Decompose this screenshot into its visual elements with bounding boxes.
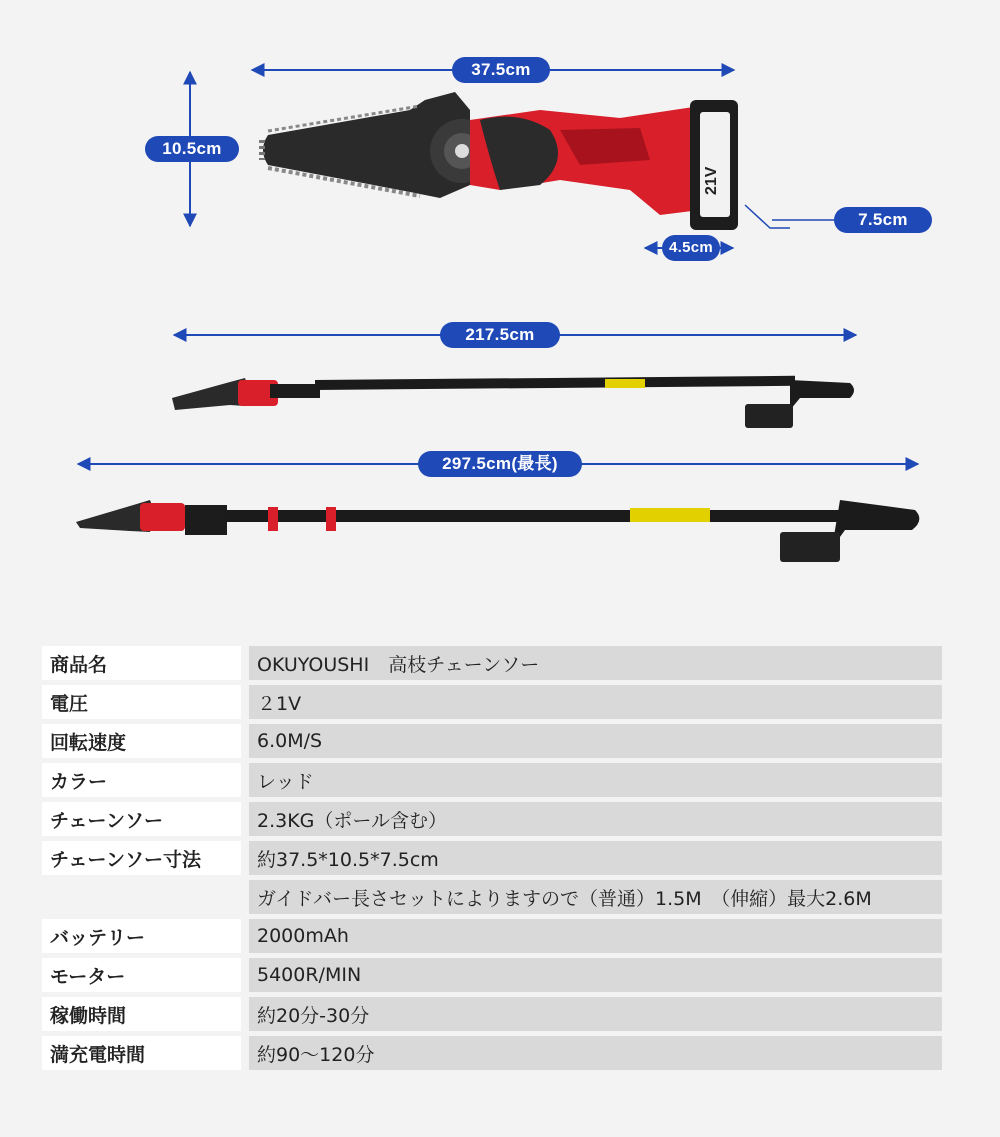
spec-table bbox=[42, 641, 942, 1075]
spec-row bbox=[42, 919, 942, 953]
spec-row bbox=[42, 763, 942, 797]
width-leader-line bbox=[745, 205, 790, 228]
spec-label: チェーンソー bbox=[42, 802, 241, 836]
spec-label: 回転速度 bbox=[42, 724, 241, 758]
spec-row bbox=[42, 880, 942, 914]
width-label: 7.5cm bbox=[834, 207, 932, 233]
pole-max-label: 297.5cm(最長) bbox=[418, 451, 582, 477]
spec-value: 約20分-30分 bbox=[249, 997, 942, 1031]
spec-value: 2000mAh bbox=[249, 919, 942, 953]
spec-row bbox=[42, 646, 942, 680]
pole-saw-retracted bbox=[172, 376, 854, 428]
handle-label: 4.5cm bbox=[662, 235, 720, 261]
spec-label: 電圧 bbox=[42, 685, 241, 719]
chainsaw-closeup bbox=[262, 92, 738, 230]
spec-row bbox=[42, 685, 942, 719]
spec-value: 6.0M/S bbox=[249, 724, 942, 758]
spec-label: チェーンソー寸法 bbox=[42, 841, 241, 875]
spec-label: 満充電時間 bbox=[42, 1036, 241, 1070]
spec-value: ２1V bbox=[249, 685, 942, 719]
spec-value: 2.3KG（ポール含む） bbox=[249, 802, 942, 836]
spec-label: カラー bbox=[42, 763, 241, 797]
svg-text:21V: 21V bbox=[703, 166, 720, 195]
spec-label: 稼働時間 bbox=[42, 997, 241, 1031]
spec-row bbox=[42, 997, 942, 1031]
height-label: 10.5cm bbox=[145, 136, 239, 162]
spec-label: バッテリー bbox=[42, 919, 241, 953]
length-label: 37.5cm bbox=[452, 57, 550, 83]
spec-value: 5400R/MIN bbox=[249, 958, 942, 992]
spec-row bbox=[42, 1036, 942, 1070]
spec-value: ガイドバー長さセットによりますので（普通）1.5M （伸縮）最大2.6M bbox=[249, 880, 942, 914]
spec-value: レッド bbox=[249, 763, 942, 797]
spec-row bbox=[42, 958, 942, 992]
spec-value: 約37.5*10.5*7.5cm bbox=[249, 841, 942, 875]
pole-saw-extended bbox=[76, 500, 919, 562]
pole-min-label: 217.5cm bbox=[440, 322, 560, 348]
spec-value: 約90～120分 bbox=[249, 1036, 942, 1070]
spec-label bbox=[42, 880, 241, 914]
spec-label: 商品名 bbox=[42, 646, 241, 680]
spec-label: モーター bbox=[42, 958, 241, 992]
spec-row bbox=[42, 841, 942, 875]
spec-row bbox=[42, 802, 942, 836]
spec-row bbox=[42, 724, 942, 758]
spec-value: OKUYOUSHI 高枝チェーンソー bbox=[249, 646, 942, 680]
